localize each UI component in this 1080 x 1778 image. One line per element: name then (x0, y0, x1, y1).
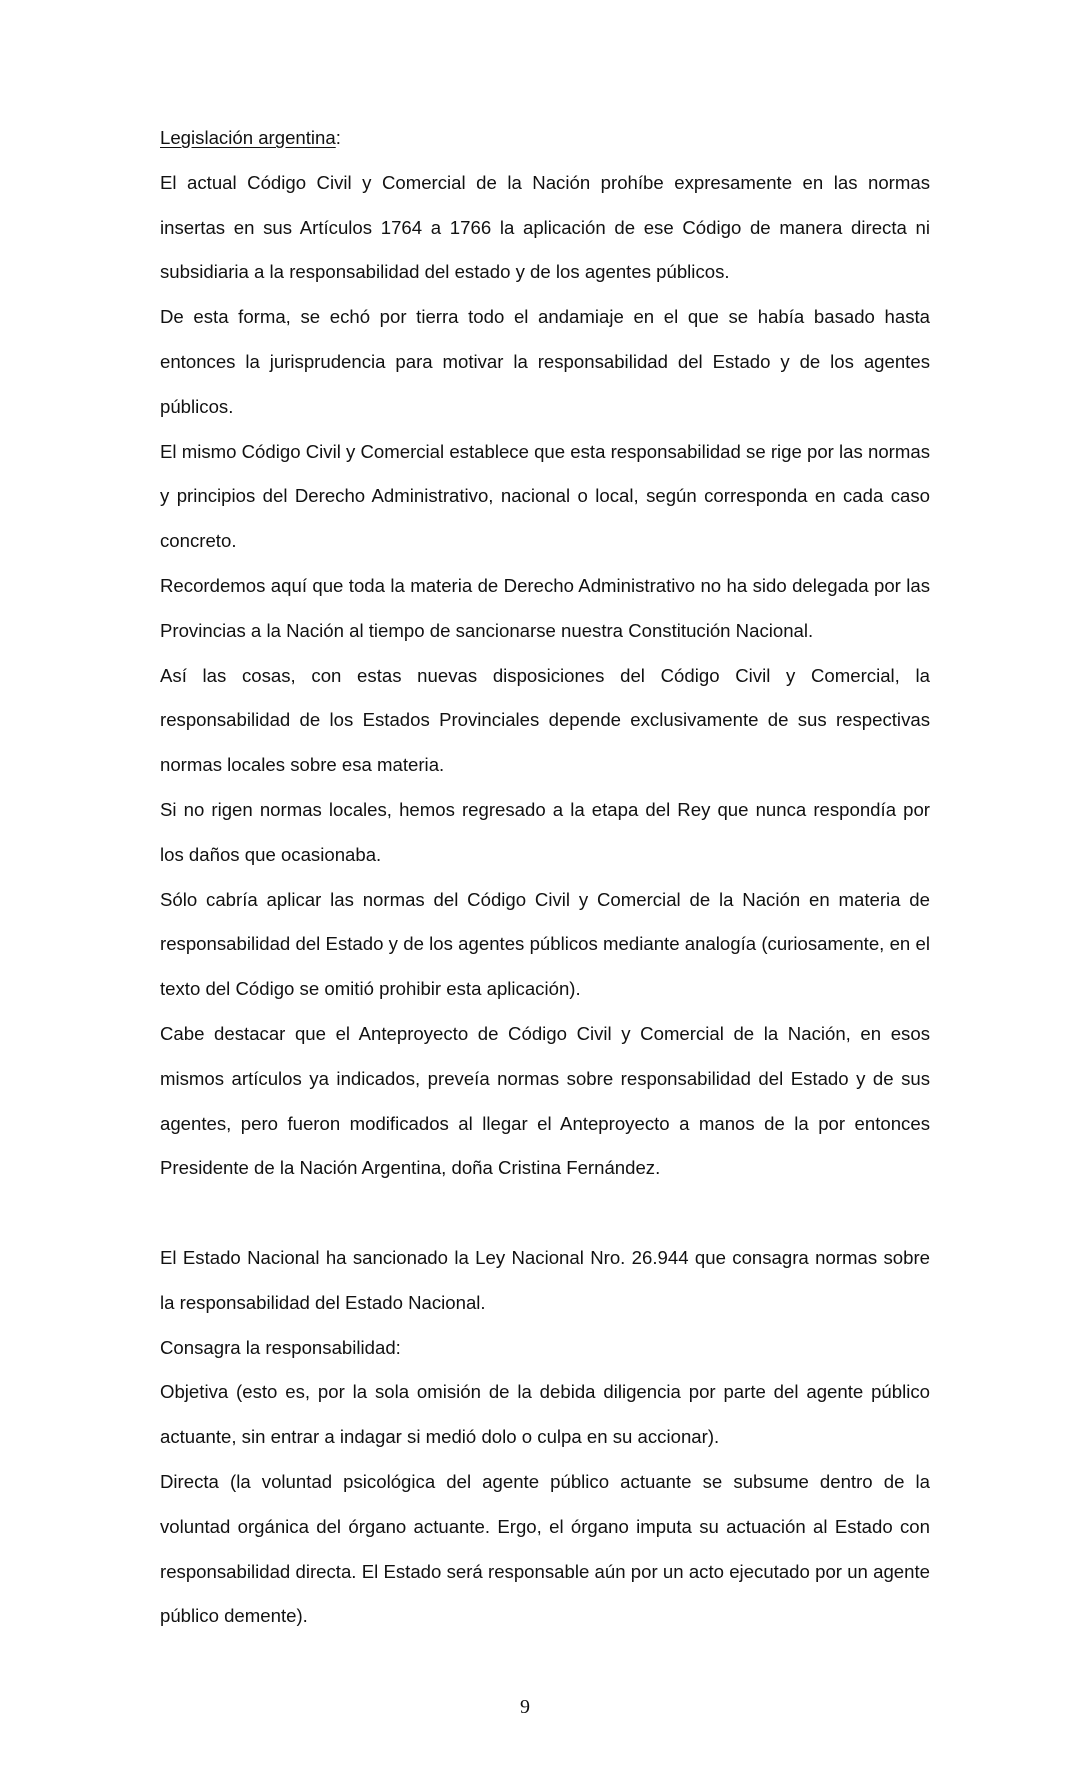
paragraph-8: Cabe destacar que el Anteproyecto de Código Civil y Comercial de la Nación, en esos mismos artículos ya indicados, preveía normas sobre responsabilidad del Estado y de sus agentes, pero fueron modificados al llegar el Anteproyecto a manos de la por entonces Presidente de la Nación Argentina, doña Cristina Fernández. (160, 1022, 930, 1179)
paragraph-6: Si no rigen normas locales, hemos regresado a la etapa del Rey que nunca respondía por los daños que ocasionaba. (160, 798, 930, 865)
paragraph-2: De esta forma, se echó por tierra todo el andamiaje en el que se había basado hasta entonces la jurisprudencia para motivar la responsabilidad del Estado y de los agentes públicos. (160, 306, 930, 417)
blank-line (160, 1191, 930, 1236)
section-heading-text: Legislación argentina (160, 127, 336, 148)
paragraph-3: El mismo Código Civil y Comercial establece que esta responsabilidad se rige por las normas y principios del Derecho Administrativo, nacional o local, según corresponda en cada caso concreto. (160, 440, 930, 552)
paragraph-4: Recordemos aquí que toda la materia de Derecho Administrativo no ha sido delegada por las Provincias a la Nación al tiempo de sancionarse nuestra Constitución Nacional. (160, 574, 930, 641)
paragraph-1: El actual Código Civil y Comercial de la Nación prohíbe expresamente en las normas insertas en sus Artículos 1764 a 1766 la aplicación de ese Código de manera directa ni subsidiaria a la responsabilidad del estado y de los agentes públicos. (160, 171, 930, 283)
paragraph-7: Sólo cabría aplicar las normas del Código Civil y Comercial de la Nación en materia de responsabilidad del Estado y de los agentes públicos mediante analogía (curiosamente, en el texto del Código se omitió prohibir esta aplicación). (160, 888, 930, 1000)
page-number: 9 (520, 1696, 530, 1718)
paragraph-12: Directa (la voluntad psicológica del agente público actuante se subsume dentro de la voluntad orgánica del órgano actuante. Ergo, el órgano imputa su actuación al Estado con responsabilidad directa. El Estado será responsable aún por un acto ejecutado por un agente público demente). (160, 1470, 930, 1627)
section-heading (160, 116, 930, 161)
section-heading-colon: : (335, 127, 341, 148)
document-body (160, 116, 930, 1639)
paragraph-10: Consagra la responsabilidad: (160, 1336, 401, 1358)
paragraph-11: Objetiva (esto es, por la sola omisión de la debida diligencia por parte del agente público actuante, sin entrar a indagar si medió dolo o culpa en su accionar). (160, 1381, 930, 1448)
paragraph-5: Así las cosas, con estas nuevas disposiciones del Código Civil y Comercial, la responsabilidad de los Estados Provinciales depende exclusivamente de sus respectivas normas locales sobre esa materia. (160, 664, 930, 776)
paragraph-9: El Estado Nacional ha sancionado la Ley Nacional Nro. 26.944 que consagra normas sobre la responsabilidad del Estado Nacional. (160, 1246, 930, 1313)
